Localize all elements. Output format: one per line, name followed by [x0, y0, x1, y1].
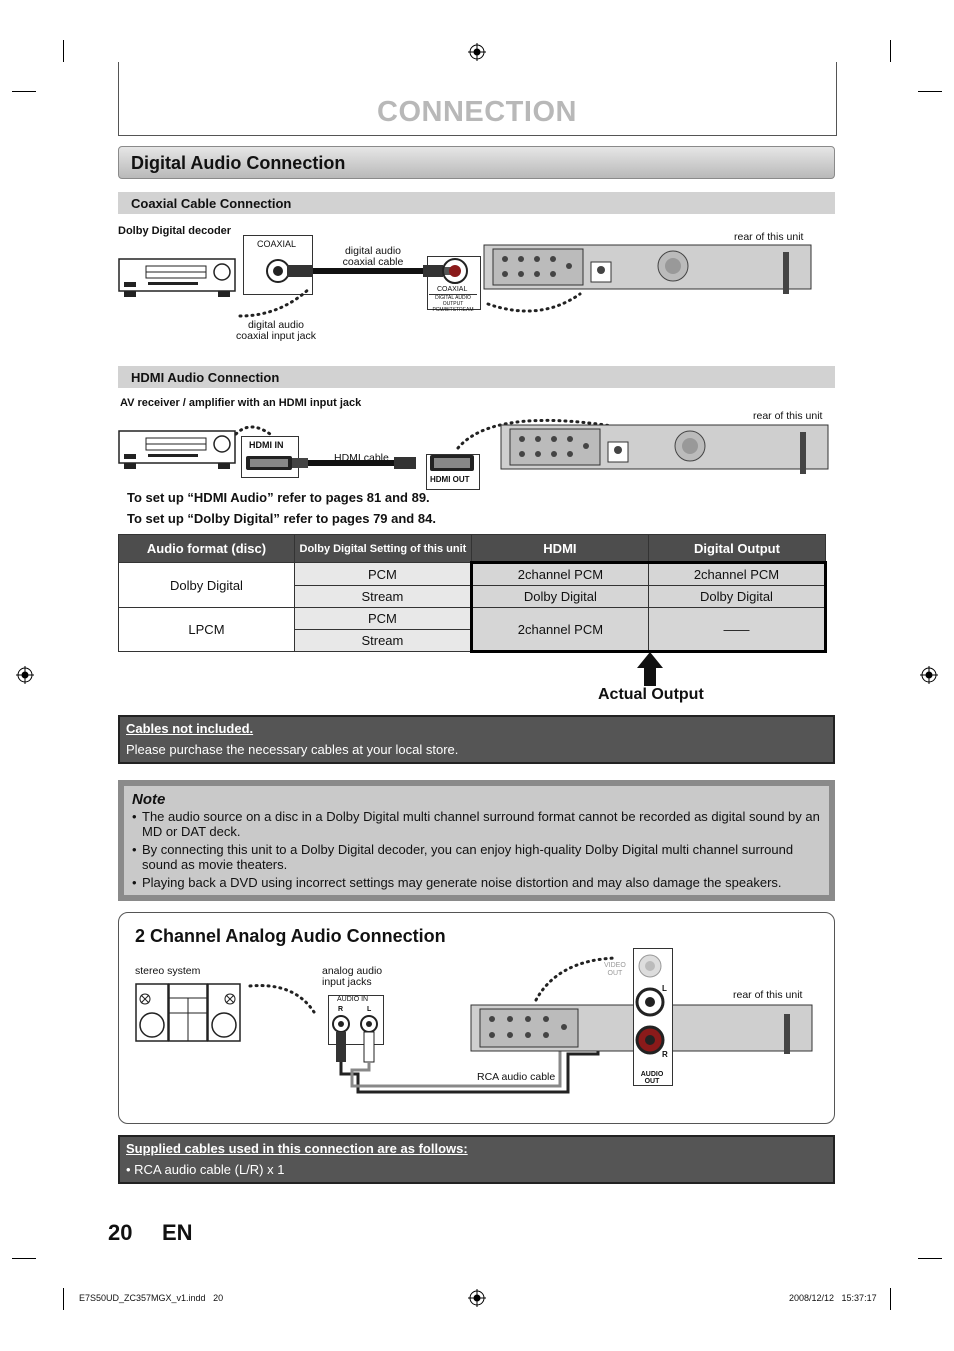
setup-note-dolby: To set up “Dolby Digital” refer to pages 79 and 84. — [127, 511, 436, 526]
page-title: CONNECTION — [377, 96, 577, 128]
table-cell: 2channel PCM — [471, 608, 648, 652]
supplied-cables-box — [118, 1135, 835, 1184]
table-cell: Stream — [294, 586, 471, 608]
hdmi-subheading: HDMI Audio Connection — [131, 370, 280, 385]
unit-rear-panel-icon — [500, 424, 830, 474]
coaxial-subheading-bar — [118, 192, 835, 214]
table-cell: Stream — [294, 630, 471, 652]
supplied-cables-text: • RCA audio cable (L/R) x 1 — [126, 1162, 285, 1177]
language-code: EN — [162, 1220, 193, 1245]
audio-format-table — [118, 534, 827, 653]
decoder-label: Dolby Digital decoder — [118, 225, 232, 237]
table-header: Dolby Digital Setting of this unit — [294, 535, 471, 563]
setup-note-hdmi: To set up “HDMI Audio” refer to pages 81 and 89. — [127, 490, 430, 505]
input-jack-label: digital audio coaxial input jack — [236, 319, 316, 342]
note-item: • Playing back a DVD using incorrect settings may generate noise distortion and may also damage the speakers. — [142, 875, 821, 890]
hdmi-out-panel — [426, 454, 480, 490]
dotted-connector-line — [244, 978, 324, 1018]
registration-mark-icon — [468, 43, 486, 61]
audio-out-jacks-icon — [633, 950, 671, 1062]
hdmi-subheading-bar — [118, 366, 835, 388]
table-header: HDMI — [471, 535, 648, 563]
rear-of-unit-label: rear of this unit — [734, 231, 804, 243]
unit-coaxial-label: COAXIAL — [437, 286, 468, 293]
hdmi-rear-of-unit-label: rear of this unit — [753, 410, 823, 422]
file-name: E7S50UD_ZC357MGX_v1.indd 20 — [79, 1293, 224, 1303]
audio-out-l-label: L — [662, 984, 667, 993]
table-cell: LPCM — [119, 608, 295, 652]
table-cell: PCM — [294, 563, 471, 586]
coaxial-jack-label: COAXIAL — [257, 239, 297, 249]
receiver-label: AV receiver / amplifier with an HDMI input jack — [120, 397, 362, 409]
supplied-cables-title: Supplied cables used in this connection are as follows: — [126, 1141, 468, 1156]
hdmi-out-label: HDMI OUT — [430, 475, 470, 484]
dotted-connector-line — [230, 418, 290, 440]
registration-mark-icon — [16, 666, 34, 684]
table-cell: Dolby Digital — [471, 586, 648, 608]
timestamp: 2008/12/12 15:37:17 — [789, 1293, 877, 1303]
table-cell: Dolby Digital — [119, 563, 295, 608]
coaxial-subheading: Coaxial Cable Connection — [131, 196, 292, 211]
note-title: Note — [132, 791, 166, 808]
note-item: • The audio source on a disc in a Dolby Digital multi channel surround format cannot be recorded as digital sound by an MD or DAT deck. — [142, 809, 821, 839]
dotted-connector-line — [528, 952, 624, 1006]
decoder-device-icon — [118, 258, 236, 300]
unit-rear-panel-icon — [483, 244, 813, 294]
audio-out-label: AUDIO OUT — [640, 1071, 664, 1085]
cables-notice-box — [118, 715, 835, 764]
audio-in-l-label: L — [367, 1006, 372, 1013]
unit-output-label: DIGITAL AUDIO OUTPUT PCM/BITSTREAM — [429, 294, 477, 313]
hdmi-in-label: HDMI IN — [249, 440, 284, 450]
table-cell: 2channel PCM — [648, 563, 825, 586]
table-cell: Dolby Digital — [648, 586, 825, 608]
registration-mark-icon — [920, 666, 938, 684]
analog-rear-of-unit-label: rear of this unit — [733, 989, 803, 1001]
digital-audio-heading: Digital Audio Connection — [131, 153, 346, 173]
coaxial-cable-label: digital audio coaxial cable — [342, 245, 404, 268]
table-cell: PCM — [294, 608, 471, 630]
table-cell: 2channel PCM — [471, 563, 648, 586]
video-out-label: VIDEO OUT — [604, 962, 626, 977]
stereo-label: stereo system — [135, 965, 201, 977]
cables-notice-title: Cables not included. — [126, 721, 254, 736]
digital-audio-heading-bar — [118, 146, 835, 179]
up-arrow-icon — [637, 652, 663, 686]
page-number: 20 — [108, 1220, 133, 1245]
note-item: • By connecting this unit to a Dolby Digital decoder, you can enjoy high-quality Dolby Digital multi channel surround sound as movie theaters. — [142, 842, 821, 872]
actual-output-label: Actual Output — [598, 686, 704, 703]
receiver-device-icon — [118, 430, 236, 472]
stereo-system-icon — [135, 983, 241, 1043]
table-header: Audio format (disc) — [119, 535, 295, 563]
registration-mark-icon — [468, 1289, 486, 1307]
audio-in-r-label: R — [338, 1006, 344, 1013]
table-header: Digital Output — [648, 535, 825, 563]
cables-notice-text: Please purchase the necessary cables at your local store. — [126, 742, 459, 757]
rca-cable-label: RCA audio cable — [477, 1071, 556, 1083]
hdmi-cable-label: HDMI cable — [334, 452, 389, 464]
dotted-connector-line — [230, 282, 320, 322]
analog-heading: 2 Channel Analog Audio Connection — [135, 926, 446, 946]
audio-out-r-label: R — [662, 1050, 668, 1059]
audio-in-label: AUDIO IN — [337, 996, 369, 1003]
table-cell: —— — [648, 608, 825, 652]
note-box — [118, 780, 835, 901]
analog-input-label: analog audio input jacks — [322, 965, 383, 988]
